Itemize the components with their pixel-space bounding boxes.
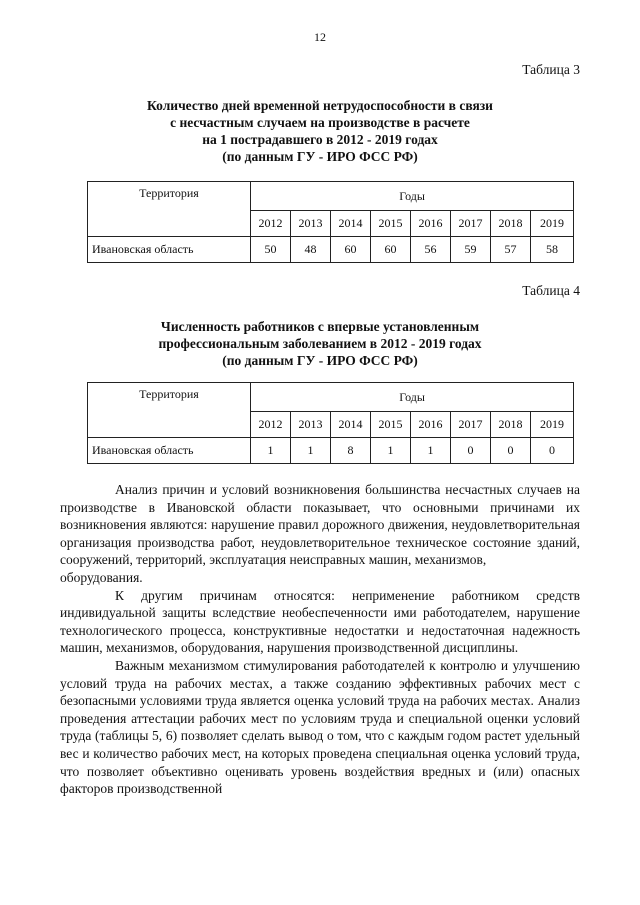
table3-year-cell: 2012	[251, 211, 291, 237]
paragraph: К другим причинам относятся: неприменение работником средств индивидуальной защиты вследствие необеспеченности ими работодателем, нарушение технологического процесса, конструктивные недостатки и недостаточная надежность машин, механизмов, оборудования, нарушения производственной дисциплины.	[60, 587, 580, 656]
paragraph: оборудования.	[60, 569, 143, 585]
table4-header-years: Годы	[251, 383, 574, 412]
table3-year-cell: 2015	[371, 211, 411, 237]
table3-year-cell: 2013	[291, 211, 331, 237]
table3-row-label: Ивановская область	[88, 237, 251, 263]
table4	[87, 382, 574, 464]
table4-year-cell: 2018	[491, 412, 531, 438]
table4-value-cell: 1	[371, 438, 411, 464]
table3-value-cell: 50	[251, 237, 291, 263]
table4-caption: Таблица 4	[522, 283, 580, 298]
table4-header-territory: Территория	[88, 383, 251, 438]
table3-year-cell: 2016	[411, 211, 451, 237]
table3-value-cell: 60	[371, 237, 411, 263]
table4-value-cell: 1	[251, 438, 291, 464]
table3-value-cell: 56	[411, 237, 451, 263]
table3-header-years: Годы	[251, 182, 574, 211]
body-text	[60, 481, 580, 798]
table4-value-cell: 0	[451, 438, 491, 464]
table3-year-cell: 2017	[451, 211, 491, 237]
paragraph: Важным механизмом стимулирования работодателей к контролю и улучшению условий труда на рабочих местах, а также созданию эффективных рабочих мест с безопасными условиями труда является оценка условий труда на рабочих местах. Анализ проведения аттестации рабочих мест по условиям труда и специальной оценки условий труда (таблицы 5, 6) позволяет сделать вывод о том, что с каждым годом растет удельный вес и количество рабочих мест, на которых проведена специальная оценка условий труда, что позволяет объективно оценивать уровень воздействия вредных и (или) опасных факторов производственной	[60, 657, 580, 797]
table3-caption: Таблица 3	[522, 62, 580, 77]
table4-title	[60, 318, 580, 369]
table3-year-cell: 2019	[531, 211, 574, 237]
table4-title-line: (по данным ГУ - ИРО ФСС РФ)	[222, 353, 418, 368]
table4-year-cell: 2013	[291, 412, 331, 438]
table4-value-cell: 0	[491, 438, 531, 464]
table4-value-cell: 1	[291, 438, 331, 464]
page-number: 12	[314, 30, 326, 44]
table4-value-cell: 0	[531, 438, 574, 464]
table3-title-line: Количество дней временной нетрудоспособности в связи	[147, 98, 493, 113]
table3-title-line: (по данным ГУ - ИРО ФСС РФ)	[222, 149, 418, 164]
table-row	[88, 438, 574, 464]
table4-value-cell: 8	[331, 438, 371, 464]
table3-value-cell: 48	[291, 237, 331, 263]
table4-title-line: Численность работников с впервые установленным	[160, 319, 480, 334]
table4-value-cell: 1	[411, 438, 451, 464]
table4-year-cell: 2014	[331, 412, 371, 438]
table-row	[88, 237, 574, 263]
table4-year-cell: 2019	[531, 412, 574, 438]
table4-title-line: профессиональным заболеванием в 2012 - 2019 годах	[158, 336, 482, 351]
table3-value-cell: 58	[531, 237, 574, 263]
paragraph: Анализ причин и условий возникновения большинства несчастных случаев на производстве в Ивановской области показывает, что основными причинами их возникновения являются: нарушение правил дорожного движения, неудовлетворительная организация производства работ, неудовлетворительное техническое состояние зданий, сооружений, территорий, эксплуатация неисправных машин, механизмов,	[60, 482, 580, 568]
table3-value-cell: 57	[491, 237, 531, 263]
table3-year-cell: 2018	[491, 211, 531, 237]
table3-value-cell: 59	[451, 237, 491, 263]
table3-header-territory: Территория	[88, 182, 251, 237]
table3-year-cell: 2014	[331, 211, 371, 237]
table3-title-line: с несчастным случаем на производстве в расчете	[170, 115, 470, 130]
table4-year-cell: 2012	[251, 412, 291, 438]
table4-year-cell: 2017	[451, 412, 491, 438]
table3-title	[60, 97, 580, 165]
table3	[87, 181, 574, 263]
table3-value-cell: 60	[331, 237, 371, 263]
table4-row-label: Ивановская область	[88, 438, 251, 464]
table4-year-cell: 2015	[371, 412, 411, 438]
table3-title-line: на 1 пострадавшего в 2012 - 2019 годах	[202, 132, 438, 147]
table4-year-cell: 2016	[411, 412, 451, 438]
